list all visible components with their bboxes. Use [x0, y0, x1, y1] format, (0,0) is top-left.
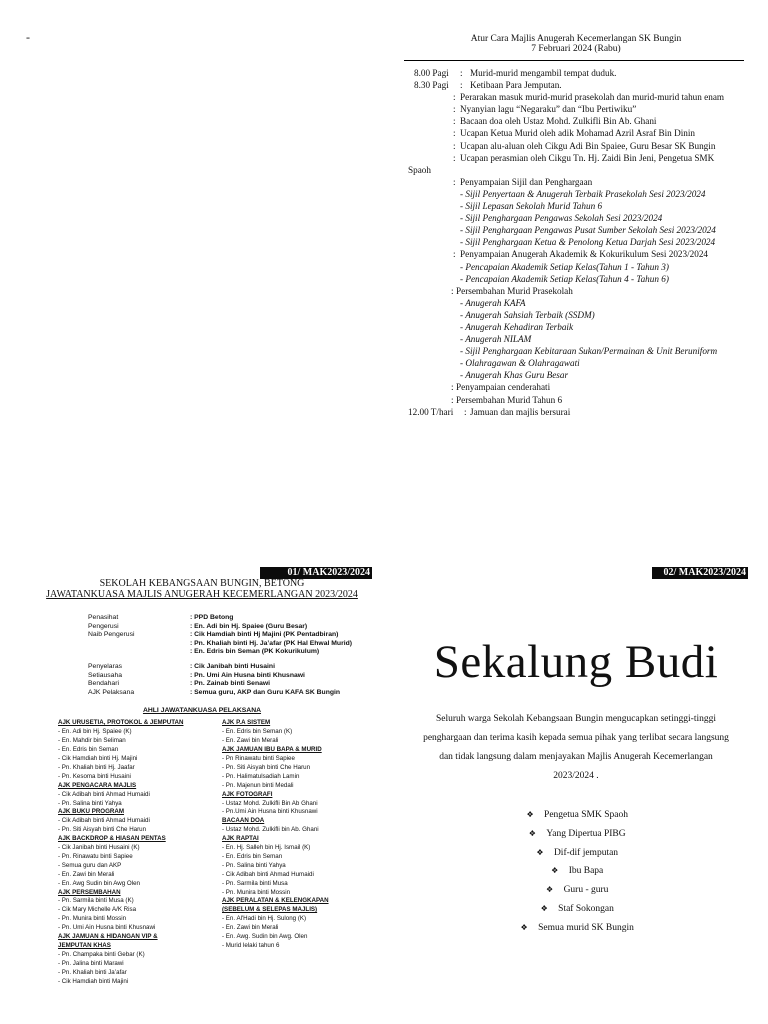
programme-colon: :: [453, 116, 456, 127]
programme-item-text: Penyampaian Anugerah Akademik & Kokurikulum Sesi 2023/2024: [460, 249, 709, 260]
committee-member: - En. Al'Hadi bin Hj. Sulong (K): [222, 915, 307, 923]
programme-item-text: - Anugerah Kehadiran Terbaik: [460, 321, 574, 332]
programme-row: [404, 91, 748, 103]
programme-item-text: - Sijil Penghargaan Pengawas Pusat Sumber Sekolah Sesi 2023/2024: [460, 225, 716, 236]
committee-group-title: AJK URUSETIA, PROTOKOL & JEMPUTAN: [58, 719, 184, 727]
officer-name: : Cik Janibah binti Husaini: [190, 662, 275, 670]
programme-time: Spaoh: [408, 164, 431, 175]
committee-member: - En. Zawi bin Merali: [58, 870, 115, 878]
committee-member: - Pn. Umi Ain Husna binti Khusnawi: [58, 924, 156, 932]
officer-row: [88, 672, 374, 681]
officer-row: [88, 680, 374, 689]
committee-group-title: JEMPUTAN KHAS: [58, 942, 111, 949]
programme-colon: :: [453, 249, 456, 260]
committee-member: - En. Mahdir bin Seliman: [58, 737, 126, 745]
committee-member: - Cik Hamdiah binti Hj. Majini: [58, 754, 138, 762]
programme-row: [404, 261, 748, 273]
programme-row: [404, 115, 748, 127]
programme-colon: :: [453, 152, 456, 163]
thanks-recipient: [404, 862, 748, 881]
programme-row: [404, 406, 748, 418]
diamond-bullet-icon: ❖: [528, 828, 536, 838]
officer-name: : En. Adi bin Hj. Spaiee (Guru Besar): [190, 622, 308, 630]
committee-group-title: AJK PENGACARA MAJLIS: [58, 781, 137, 789]
thanks-title: Sekalung Budi: [433, 636, 719, 688]
committee-member: - Pn. Salina binti Yahya: [58, 799, 122, 807]
programme-colon: :: [464, 406, 467, 417]
officer-row: [88, 631, 374, 640]
programme-item-text: Jamuan dan majlis bersurai: [470, 406, 571, 417]
programme-colon: :: [453, 104, 456, 115]
committee-group-title: AJK JAMUAN & HIDANGAN VIP &: [58, 933, 158, 941]
committee-group-title: AJK FOTOGRAFI: [222, 790, 273, 798]
committee-member: - Pn. Khaliah binti Hj. Jaafar: [58, 763, 135, 771]
programme-item-text: Perarakan masuk murid-murid prasekolah dan murid-murid tahun enam: [460, 92, 725, 103]
officer-name: : Cik Hamdiah binti Hj Majini (PK Pentadbiran): [190, 631, 339, 639]
programme-item-text: Nyanyian lagu “Negaraku” dan “Ibu Pertiwiku”: [460, 104, 637, 115]
diamond-bullet-icon: ❖: [520, 922, 528, 932]
committee-subtitle: JAWATANKUASA MAJLIS ANUGERAH KECEMERLANGAN 2023/2024: [46, 589, 358, 600]
committee-member: - Pn. Munira binti Mossin: [222, 888, 291, 896]
committee-columns: [30, 719, 374, 1024]
officer-row: [88, 614, 374, 623]
programme-item-text: - Sijil Lepasan Sekolah Murid Tahun 6: [460, 201, 603, 212]
committee-group-title: AJK BACKDROP & HIASAN PENTAS: [58, 835, 166, 843]
officer-row: [88, 648, 374, 657]
committee-member: - Pn. Rinawatu binti Sapiee: [58, 852, 133, 860]
programme-time: 8.00 Pagi: [414, 68, 449, 78]
programme-item-text: - Anugerah KAFA: [460, 297, 526, 308]
officer-role: AJK Pelaksana: [88, 688, 135, 696]
committee-member: - En. Awg. Sudin bin Awg. Olen: [222, 933, 308, 941]
thanks-recipient-list: [404, 806, 748, 938]
thanks-page: [404, 630, 748, 938]
committee-group-title: AJK BUKU PROGRAM: [58, 808, 125, 816]
programme-row: [404, 164, 748, 176]
committee-member: - Pn. Salina binti Yahya: [222, 861, 286, 869]
programme-row: [404, 321, 748, 333]
programme-colon: :: [451, 382, 454, 393]
programme-item-text: - Pencapaian Akademik Setiap Kelas(Tahun 4 - Tahun 6): [460, 273, 669, 284]
programme-date: 7 Februari 2024 (Rabu): [531, 44, 621, 54]
programme-colon: :: [453, 128, 456, 139]
page-tag-left: 01/ MAK2023/2024: [260, 567, 372, 579]
programme-row: [404, 297, 748, 309]
committee-group-title: AJK P.A SISTEM: [222, 719, 271, 727]
school-name: SEKOLAH KEBANGSAAN BUNGIN, BETONG: [99, 578, 305, 589]
programme-item-text: Ucapan alu-aluan oleh Cikgu Adi Bin Spaiee, Guru Besar SK Bungin: [460, 140, 716, 151]
programme-list: [404, 67, 748, 418]
committee-member: - Ustaz Mohd. Zulkifli bin Ab. Ghani: [222, 826, 319, 834]
programme-item-text: - Anugerah Khas Guru Besar: [460, 370, 569, 381]
thanks-recipient: [404, 919, 748, 938]
programme-row: [404, 333, 748, 345]
officer-row: [88, 689, 374, 698]
officer-name: : Semua guru, AKP dan Guru KAFA SK Bungin: [190, 688, 341, 696]
committee-member: - Pn. Sarmila binti Musa: [222, 879, 288, 887]
programme-row: [404, 127, 748, 139]
programme-item-text: - Pencapaian Akademik Setiap Kelas(Tahun 1 - Tahun 3): [460, 261, 669, 272]
programme-divider: [404, 60, 744, 61]
programme-row: [404, 103, 748, 115]
programme-colon: :: [453, 92, 456, 103]
committee-member: - En. Edris bin Seman: [222, 852, 283, 860]
committee-member: - Pn. Champaka binti Gebar (K): [58, 950, 145, 958]
programme-row: [404, 212, 748, 224]
programme-colon: :: [451, 285, 454, 296]
programme-row: [404, 345, 748, 357]
programme-item-text: Persembahan Murid Tahun 6: [456, 394, 563, 405]
programme-row: [404, 248, 748, 260]
programme-row: [404, 394, 748, 406]
committee-member: - Ustaz Mohd. Zulkifli Bin Ab Ghani: [222, 799, 318, 807]
thanks-recipient: [404, 806, 748, 825]
programme-item-text: Ucapan perasmian oleh Cikgu Tn. Hj. Zaidi Bin Jeni, Pengetua SMK: [460, 152, 715, 163]
thanks-recipient-label: Staf Sokongan: [558, 903, 614, 914]
programme-time: 8.30 Pagi: [414, 80, 449, 91]
officer-row: [88, 623, 374, 632]
programme-item-text: - Olahragawan & Olahragawati: [460, 358, 580, 369]
committee-member: - Pn. Khaliah binti Ja’afar: [58, 968, 127, 976]
programme-row: [404, 357, 748, 369]
programme-item-text: Penyampaian cenderahati: [456, 382, 551, 393]
committee-member: - En. Hj. Salleh bin Hj. Ismail (K): [222, 844, 311, 852]
diamond-bullet-icon: ❖: [536, 847, 544, 857]
committee-member: - Pn.Umi Ain Husna binti Khusnawi: [222, 808, 318, 816]
officer-role: Penyelaras: [88, 662, 123, 670]
committee-member: - En. Zawi bin Merali: [222, 737, 279, 745]
programme-item-text: - Sijil Penghargaan Kebitaraan Sukan/Permainan & Unit Beruniform: [460, 346, 718, 357]
committee-member: - Murid lelaki tahun 6: [222, 942, 280, 949]
programme-item-text: - Sijil Penghargaan Pengawas Sekolah Sesi 2023/2024: [460, 213, 663, 224]
committee-group-title: (SEBELUM & SELEPAS MAJLIS): [222, 906, 318, 914]
committee-member: - Pn. Sarmila binti Musa (K): [58, 897, 134, 905]
programme-row: [404, 67, 748, 79]
programme-row: [404, 79, 748, 91]
committee-member: - Pn. Kesoma binti Husaini: [58, 772, 131, 780]
programme-row: [404, 369, 748, 381]
officer-name: : En. Edris bin Seman (PK Kokurikulum): [190, 648, 320, 656]
programme-item-text: Persembahan Murid Prasekolah: [456, 285, 573, 296]
committee-member: - Pn. Majenun binti Medali: [222, 781, 294, 789]
committee-group-title: AJK PERSEMBAHAN: [58, 888, 121, 896]
officer-role: Setiausaha: [88, 671, 123, 679]
executive-committee-title: AHLI JAWATANKUASA PELAKSANA: [142, 707, 262, 715]
diamond-bullet-icon: ❖: [526, 810, 534, 819]
programme-item-text: Ketibaan Para Jemputan.: [470, 80, 562, 91]
programme-item-text: - Anugerah Sahsiah Terbaik (SSDM): [460, 309, 595, 320]
officer-role: Bendahari: [88, 680, 119, 688]
programme-row: [404, 176, 748, 188]
programme-row: [404, 140, 748, 152]
committee-group-title: AJK PERALATAN & KELENGKAPAN: [222, 897, 329, 905]
committee-column-right: [222, 719, 382, 951]
programme-colon: :: [453, 140, 456, 151]
thanks-recipient: [404, 900, 748, 919]
committee-group-title: AJK JAMUAN IBU BAPA & MURID: [222, 746, 322, 754]
programme-item-text: Bacaan doa oleh Ustaz Mohd. Zulkifli Bin Ab. Ghani: [460, 116, 657, 127]
programme-row: [404, 236, 748, 248]
diamond-bullet-icon: ❖: [545, 885, 554, 895]
committee-member: - Pn. Siti Aisyah binti Che Harun: [58, 826, 147, 834]
committee-member: - Cik Mary Michelle A/K Risa: [58, 906, 137, 914]
thanks-recipient: [404, 881, 748, 900]
page-tag-right: 02/ MAK2023/2024: [652, 567, 748, 579]
diamond-bullet-icon: ❖: [551, 866, 559, 876]
programme-item-text: Ucapan Ketua Murid oleh adik Mohamad Azril Asraf Bin Dinin: [460, 128, 695, 139]
programme-item-text: Murid-murid mengambil tempat duduk.: [470, 68, 617, 78]
committee-member: - Cik Hamdiah binti Majini: [58, 977, 129, 985]
programme-row: [404, 200, 748, 212]
programme-title: Atur Cara Majlis Anugerah Kecemerlangan SK Bungin: [470, 34, 682, 44]
committee-member: - En. Edris bin Seman (K): [222, 728, 293, 736]
committee-member: - Cik Adibah binti Ahmad Humaidi: [58, 790, 150, 798]
officer-list: [88, 614, 374, 697]
committee-member: - Pn Rinawatu binti Sapiee: [222, 754, 295, 762]
committee-member: - Pn. Halimatulsadiah Lamin: [222, 772, 300, 780]
committee-member: - Pn. Siti Aisyah binti Che Harun: [222, 763, 311, 771]
committee-member: - Cik Janibah binti Husaini (K): [58, 844, 140, 852]
thanks-recipient-label: Dif-dif jemputan: [553, 847, 619, 858]
thanks-recipient-label: Semua murid SK Bungin: [538, 922, 634, 933]
programme-row: [404, 152, 748, 164]
programme-item-text: - Sijil Penyertaan & Anugerah Terbaik Prasekolah Sesi 2023/2024: [460, 188, 706, 199]
officer-row: [88, 640, 374, 649]
thanks-recipient-label: Guru - guru: [563, 885, 609, 896]
programme-row: [404, 381, 748, 393]
thanks-recipient-label: Ibu Bapa: [568, 866, 604, 877]
programme-item-text: - Sijil Penghargaan Ketua & Penolong Ketua Darjah Sesi 2023/2024: [460, 237, 716, 248]
programme-colon: :: [451, 394, 454, 405]
committee-member: - En. Zawi bin Merali: [222, 924, 279, 932]
committee-group-title: BACAAN DOA: [222, 817, 265, 825]
committee-member: - Pn. Munira binti Mossin: [58, 915, 127, 923]
diamond-bullet-icon: ❖: [540, 903, 548, 913]
programme-colon: :: [460, 80, 463, 91]
stray-dash-mark: -: [26, 30, 30, 44]
officer-name: : Pn. Khaliah binti Hj. Ja’afar (PK Hal Ehwal Murid): [190, 639, 353, 647]
programme-row: [404, 285, 748, 297]
programme-colon: :: [453, 176, 456, 187]
officer-name: : Pn. Umi Ain Husna binti Khusnawi: [190, 671, 305, 679]
thanks-recipient-label: Pengetua SMK Spaoh: [544, 810, 628, 820]
committee-member: - En. Edris bin Seman: [58, 746, 119, 754]
programme-row: [404, 224, 748, 236]
committee-column-left: [58, 719, 218, 986]
programme-colon: :: [460, 68, 463, 78]
programme-row: [404, 309, 748, 321]
committee-member: - Cik Adibah binti Ahmad Humaidi: [58, 817, 150, 825]
committee-member: - Pn. Jalina binti Marawi: [58, 959, 124, 967]
officer-row: [88, 663, 374, 672]
committee-member: - Cik Adibah binti Ahmad Humaidi: [222, 870, 314, 878]
thanks-recipient: [404, 844, 748, 863]
programme-time: 12.00 T/hari: [408, 406, 454, 417]
committee-page: [30, 578, 374, 1024]
programme-item-text: Penyampaian Sijil dan Penghargaan: [460, 176, 593, 187]
officer-name: : Pn. Zainab binti Senawi: [190, 680, 271, 688]
committee-member: - En. Awg Sudin bin Awg Olen: [58, 879, 140, 887]
thanks-message: Seluruh warga Sekolah Kebangsaan Bungin mengucapkan setinggi-tinggi penghargaan dan terima kasih kepada semua pihak yang terlibat secara langsung dan tidak langsung dalam menjayakan Majlis Anugerah Kecemerlangan 2023/2024 .: [423, 714, 729, 781]
officer-role: Pengerusi: [88, 622, 119, 630]
programme-item-text: - Anugerah NILAM: [460, 334, 532, 345]
officer-role: Penasihat: [88, 614, 119, 621]
committee-group-title: AJK RAPTAI: [222, 835, 259, 843]
programme-row: [404, 273, 748, 285]
committee-member: - En. Adi bin Hj. Spaiee (K): [58, 728, 132, 736]
committee-member: - Semua guru dan AKP: [58, 861, 122, 869]
thanks-recipient: [404, 825, 748, 844]
programme-row: [404, 188, 748, 200]
programme-page: [404, 34, 748, 418]
thanks-recipient-label: Yang Dipertua PIBG: [546, 828, 626, 839]
officer-name: : PPD Betong: [190, 614, 234, 621]
officer-role: Naib Pengerusi: [88, 631, 135, 639]
